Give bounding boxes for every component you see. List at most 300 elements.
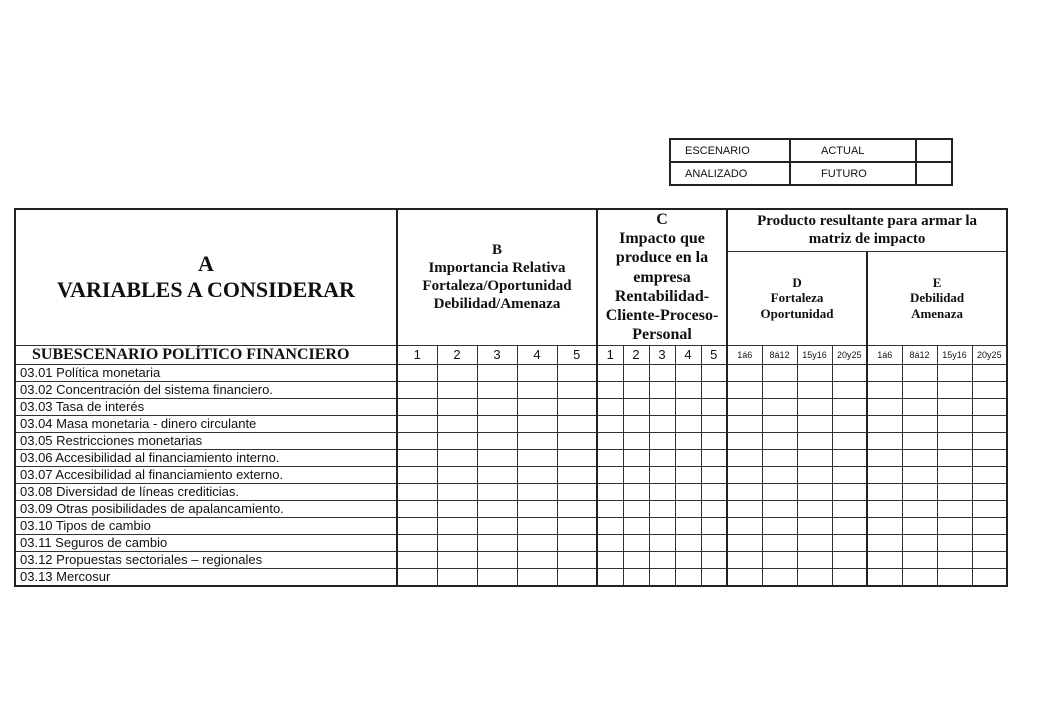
rating-cell[interactable]: [557, 415, 597, 432]
scenario-label-1: ESCENARIO: [670, 139, 790, 162]
table-row: [15, 398, 1007, 415]
scale-c-2: 2: [623, 345, 649, 364]
header-e-line1: Debilidad: [909, 290, 965, 306]
header-d: [727, 251, 867, 345]
rating-cell[interactable]: [477, 517, 517, 534]
table-row: [15, 432, 1007, 449]
rating-cell[interactable]: [797, 551, 832, 568]
rating-cell[interactable]: [649, 568, 675, 586]
header-a: [15, 209, 397, 345]
rating-cell[interactable]: [867, 568, 902, 586]
header-c-line4: Rentabilidad-: [614, 287, 710, 305]
rating-cell[interactable]: [937, 398, 972, 415]
rating-cell[interactable]: [762, 551, 797, 568]
variable-label: 03.10 Tipos de cambio: [15, 517, 397, 534]
scenario-option-futuro: FUTURO: [790, 162, 916, 185]
rating-cell[interactable]: [972, 364, 1007, 381]
rating-cell[interactable]: [972, 483, 1007, 500]
rating-cell[interactable]: [937, 432, 972, 449]
rating-cell[interactable]: [762, 534, 797, 551]
variable-label: 03.02 Concentración del sistema financiero.: [15, 381, 397, 398]
rating-cell[interactable]: [832, 381, 867, 398]
rating-cell[interactable]: [557, 466, 597, 483]
rating-cell[interactable]: [972, 381, 1007, 398]
rating-cell[interactable]: [727, 364, 762, 381]
scale-c-4: 4: [675, 345, 701, 364]
rating-cell[interactable]: [937, 551, 972, 568]
rating-cell[interactable]: [797, 534, 832, 551]
header-e: [867, 251, 1007, 345]
rating-cell[interactable]: [832, 500, 867, 517]
rating-cell[interactable]: [701, 364, 727, 381]
rating-cell[interactable]: [623, 466, 649, 483]
rating-cell[interactable]: [675, 398, 701, 415]
rating-cell[interactable]: [937, 415, 972, 432]
rating-cell[interactable]: [797, 517, 832, 534]
rating-cell[interactable]: [597, 483, 623, 500]
rating-cell[interactable]: [623, 517, 649, 534]
rating-cell[interactable]: [867, 500, 902, 517]
rating-cell[interactable]: [437, 483, 477, 500]
rating-cell[interactable]: [649, 398, 675, 415]
variable-label: 03.13 Mercosur: [15, 568, 397, 586]
rating-cell[interactable]: [437, 466, 477, 483]
rating-cell[interactable]: [623, 449, 649, 466]
rating-cell[interactable]: [797, 398, 832, 415]
rating-cell[interactable]: [557, 517, 597, 534]
rating-cell[interactable]: [762, 398, 797, 415]
rating-cell[interactable]: [517, 449, 557, 466]
rating-cell[interactable]: [557, 398, 597, 415]
rating-cell[interactable]: [477, 381, 517, 398]
rating-cell[interactable]: [675, 551, 701, 568]
rating-cell[interactable]: [623, 483, 649, 500]
rating-cell[interactable]: [762, 449, 797, 466]
rating-cell[interactable]: [597, 449, 623, 466]
variable-label: 03.04 Masa monetaria - dinero circulante: [15, 415, 397, 432]
rating-cell[interactable]: [902, 500, 937, 517]
rating-cell[interactable]: [701, 500, 727, 517]
scale-e-4: 20y25: [972, 345, 1007, 364]
rating-cell[interactable]: [832, 517, 867, 534]
rating-cell[interactable]: [867, 466, 902, 483]
rating-cell[interactable]: [623, 415, 649, 432]
rating-cell[interactable]: [701, 381, 727, 398]
table-row: [15, 500, 1007, 517]
rating-cell[interactable]: [557, 551, 597, 568]
rating-cell[interactable]: [797, 381, 832, 398]
rating-cell[interactable]: [477, 466, 517, 483]
subscenario-title: SUBESCENARIO POLÍTICO FINANCIERO: [15, 345, 397, 364]
rating-cell[interactable]: [477, 432, 517, 449]
rating-cell[interactable]: [675, 415, 701, 432]
table-row: [15, 449, 1007, 466]
rating-cell[interactable]: [557, 432, 597, 449]
rating-cell[interactable]: [972, 500, 1007, 517]
rating-cell[interactable]: [597, 432, 623, 449]
scale-b-5: 5: [557, 345, 597, 364]
header-c-letter: C: [656, 211, 668, 229]
rating-cell[interactable]: [797, 449, 832, 466]
rating-cell[interactable]: [762, 381, 797, 398]
rating-cell[interactable]: [762, 500, 797, 517]
rating-cell[interactable]: [397, 432, 437, 449]
rating-cell[interactable]: [762, 364, 797, 381]
scale-e-1: 1á6: [867, 345, 902, 364]
rating-cell[interactable]: [477, 500, 517, 517]
rating-cell[interactable]: [797, 568, 832, 586]
scale-b-2: 2: [437, 345, 477, 364]
rating-cell[interactable]: [477, 551, 517, 568]
rating-cell[interactable]: [477, 415, 517, 432]
rating-cell[interactable]: [517, 381, 557, 398]
rating-cell[interactable]: [675, 483, 701, 500]
rating-cell[interactable]: [762, 466, 797, 483]
header-c: [597, 209, 727, 345]
rating-cell[interactable]: [437, 432, 477, 449]
rating-cell[interactable]: [972, 432, 1007, 449]
rating-cell[interactable]: [437, 568, 477, 586]
rating-cell[interactable]: [727, 415, 762, 432]
rating-cell[interactable]: [597, 500, 623, 517]
rating-cell[interactable]: [867, 534, 902, 551]
rating-cell[interactable]: [397, 466, 437, 483]
rating-cell[interactable]: [867, 449, 902, 466]
rating-cell[interactable]: [623, 500, 649, 517]
table-row: [15, 415, 1007, 432]
rating-cell[interactable]: [623, 364, 649, 381]
rating-cell[interactable]: [762, 568, 797, 586]
rating-cell[interactable]: [937, 500, 972, 517]
rating-cell[interactable]: [832, 551, 867, 568]
rating-cell[interactable]: [867, 483, 902, 500]
rating-cell[interactable]: [902, 517, 937, 534]
header-a-letter: A: [198, 250, 214, 276]
rating-cell[interactable]: [397, 517, 437, 534]
rating-cell[interactable]: [397, 364, 437, 381]
rating-cell[interactable]: [701, 551, 727, 568]
rating-cell[interactable]: [649, 466, 675, 483]
rating-cell[interactable]: [867, 415, 902, 432]
rating-cell[interactable]: [972, 415, 1007, 432]
table-row: [15, 534, 1007, 551]
table-row: [15, 517, 1007, 534]
rating-cell[interactable]: [437, 500, 477, 517]
rating-cell[interactable]: [675, 364, 701, 381]
scale-b-1: 1: [397, 345, 437, 364]
rating-cell[interactable]: [902, 364, 937, 381]
table-row: [15, 466, 1007, 483]
rating-cell[interactable]: [832, 432, 867, 449]
rating-cell[interactable]: [517, 364, 557, 381]
rating-cell[interactable]: [937, 483, 972, 500]
scale-c-3: 3: [649, 345, 675, 364]
variable-label: 03.12 Propuestas sectoriales – regionales: [15, 551, 397, 568]
rating-cell[interactable]: [597, 364, 623, 381]
rating-cell[interactable]: [517, 500, 557, 517]
rating-cell[interactable]: [517, 568, 557, 586]
rating-cell[interactable]: [675, 568, 701, 586]
rating-cell[interactable]: [397, 483, 437, 500]
header-b: [397, 209, 597, 345]
rating-cell[interactable]: [675, 449, 701, 466]
variable-label: 03.03 Tasa de interés: [15, 398, 397, 415]
rating-cell[interactable]: [597, 466, 623, 483]
rating-cell[interactable]: [727, 483, 762, 500]
rating-cell[interactable]: [701, 568, 727, 586]
rating-cell[interactable]: [437, 551, 477, 568]
rating-cell[interactable]: [597, 551, 623, 568]
rating-cell[interactable]: [867, 398, 902, 415]
rating-cell[interactable]: [902, 568, 937, 586]
rating-cell[interactable]: [397, 381, 437, 398]
rating-cell[interactable]: [902, 381, 937, 398]
scenario-check-actual[interactable]: [916, 139, 952, 162]
rating-cell[interactable]: [557, 381, 597, 398]
rating-cell[interactable]: [937, 466, 972, 483]
header-c-line2: produce en la: [615, 249, 709, 267]
rating-cell[interactable]: [972, 551, 1007, 568]
rating-cell[interactable]: [517, 517, 557, 534]
rating-cell[interactable]: [675, 500, 701, 517]
rating-cell[interactable]: [937, 449, 972, 466]
rating-cell[interactable]: [727, 568, 762, 586]
rating-cell[interactable]: [397, 534, 437, 551]
rating-cell[interactable]: [477, 364, 517, 381]
rating-cell[interactable]: [867, 381, 902, 398]
rating-cell[interactable]: [972, 449, 1007, 466]
rating-cell[interactable]: [397, 568, 437, 586]
rating-cell[interactable]: [397, 449, 437, 466]
header-product-line1: Producto resultante para armar la: [757, 213, 978, 230]
scale-c-1: 1: [597, 345, 623, 364]
rating-cell[interactable]: [437, 449, 477, 466]
rating-cell[interactable]: [762, 415, 797, 432]
rating-cell[interactable]: [701, 398, 727, 415]
rating-cell[interactable]: [937, 517, 972, 534]
impact-matrix: [14, 208, 1008, 587]
rating-cell[interactable]: [675, 534, 701, 551]
rating-cell[interactable]: [902, 449, 937, 466]
variable-label: 03.08 Diversidad de líneas crediticias.: [15, 483, 397, 500]
header-b-line3: Debilidad/Amenaza: [433, 296, 561, 313]
variable-rows: [15, 364, 1007, 586]
rating-cell[interactable]: [797, 415, 832, 432]
header-product: [727, 209, 1007, 251]
rating-cell[interactable]: [832, 449, 867, 466]
rating-cell[interactable]: [597, 415, 623, 432]
scenario-box: [669, 138, 953, 186]
rating-cell[interactable]: [727, 466, 762, 483]
header-e-line2: Amenaza: [911, 305, 964, 321]
rating-cell[interactable]: [477, 568, 517, 586]
header-c-line1: Impacto que: [619, 230, 705, 248]
rating-cell[interactable]: [477, 483, 517, 500]
rating-cell[interactable]: [762, 517, 797, 534]
rating-cell[interactable]: [727, 398, 762, 415]
scenario-check-futuro[interactable]: [916, 162, 952, 185]
rating-cell[interactable]: [437, 534, 477, 551]
rating-cell[interactable]: [649, 415, 675, 432]
rating-cell[interactable]: [649, 381, 675, 398]
rating-cell[interactable]: [832, 483, 867, 500]
scale-d-3: 15y16: [797, 345, 832, 364]
rating-cell[interactable]: [397, 500, 437, 517]
rating-cell[interactable]: [902, 415, 937, 432]
rating-cell[interactable]: [623, 398, 649, 415]
rating-cell[interactable]: [517, 432, 557, 449]
rating-cell[interactable]: [649, 500, 675, 517]
rating-cell[interactable]: [867, 432, 902, 449]
rating-cell[interactable]: [623, 381, 649, 398]
rating-cell[interactable]: [649, 551, 675, 568]
rating-cell[interactable]: [437, 415, 477, 432]
variable-label: 03.07 Accesibilidad al financiamiento externo.: [15, 466, 397, 483]
rating-cell[interactable]: [649, 483, 675, 500]
rating-cell[interactable]: [727, 381, 762, 398]
scale-d-1: 1á6: [727, 345, 762, 364]
rating-cell[interactable]: [797, 466, 832, 483]
rating-cell[interactable]: [649, 364, 675, 381]
rating-cell[interactable]: [477, 534, 517, 551]
table-row: [15, 568, 1007, 586]
rating-cell[interactable]: [972, 466, 1007, 483]
rating-cell[interactable]: [517, 483, 557, 500]
variable-label: 03.06 Accesibilidad al financiamiento interno.: [15, 449, 397, 466]
rating-cell[interactable]: [557, 364, 597, 381]
rating-cell[interactable]: [972, 534, 1007, 551]
rating-cell[interactable]: [623, 551, 649, 568]
rating-cell[interactable]: [832, 398, 867, 415]
rating-cell[interactable]: [477, 449, 517, 466]
rating-cell[interactable]: [797, 500, 832, 517]
rating-cell[interactable]: [797, 483, 832, 500]
rating-cell[interactable]: [727, 500, 762, 517]
rating-cell[interactable]: [649, 432, 675, 449]
rating-cell[interactable]: [623, 432, 649, 449]
rating-cell[interactable]: [832, 568, 867, 586]
rating-cell[interactable]: [972, 568, 1007, 586]
rating-cell[interactable]: [797, 364, 832, 381]
rating-cell[interactable]: [701, 534, 727, 551]
header-b-line1: Importancia Relativa: [428, 260, 566, 277]
rating-cell[interactable]: [397, 415, 437, 432]
rating-cell[interactable]: [701, 432, 727, 449]
rating-cell[interactable]: [902, 432, 937, 449]
rating-cell[interactable]: [517, 534, 557, 551]
rating-cell[interactable]: [972, 517, 1007, 534]
rating-cell[interactable]: [701, 483, 727, 500]
rating-cell[interactable]: [727, 517, 762, 534]
rating-cell[interactable]: [727, 534, 762, 551]
rating-cell[interactable]: [762, 483, 797, 500]
rating-cell[interactable]: [902, 483, 937, 500]
scenario-label-2: ANALIZADO: [670, 162, 790, 185]
rating-cell[interactable]: [557, 449, 597, 466]
rating-cell[interactable]: [597, 568, 623, 586]
rating-cell[interactable]: [597, 534, 623, 551]
header-product-line2: matriz de impacto: [808, 231, 926, 248]
rating-cell[interactable]: [832, 534, 867, 551]
rating-cell[interactable]: [557, 483, 597, 500]
rating-cell[interactable]: [937, 568, 972, 586]
rating-cell[interactable]: [832, 364, 867, 381]
rating-cell[interactable]: [832, 415, 867, 432]
rating-cell[interactable]: [517, 551, 557, 568]
scale-d-2: 8á12: [762, 345, 797, 364]
rating-cell[interactable]: [902, 398, 937, 415]
rating-cell[interactable]: [867, 551, 902, 568]
rating-cell[interactable]: [902, 551, 937, 568]
scale-b-4: 4: [517, 345, 557, 364]
rating-cell[interactable]: [477, 398, 517, 415]
rating-cell[interactable]: [649, 517, 675, 534]
rating-cell[interactable]: [727, 449, 762, 466]
rating-cell[interactable]: [623, 568, 649, 586]
rating-cell[interactable]: [557, 534, 597, 551]
rating-cell[interactable]: [675, 466, 701, 483]
scale-b-3: 3: [477, 345, 517, 364]
rating-cell[interactable]: [557, 568, 597, 586]
rating-cell[interactable]: [701, 449, 727, 466]
rating-cell[interactable]: [517, 398, 557, 415]
rating-cell[interactable]: [902, 534, 937, 551]
header-d-letter: D: [792, 274, 802, 290]
rating-cell[interactable]: [597, 517, 623, 534]
header-e-letter: E: [932, 274, 942, 290]
rating-cell[interactable]: [649, 534, 675, 551]
rating-cell[interactable]: [867, 364, 902, 381]
rating-cell[interactable]: [649, 449, 675, 466]
rating-cell[interactable]: [937, 381, 972, 398]
rating-cell[interactable]: [701, 466, 727, 483]
rating-cell[interactable]: [797, 432, 832, 449]
rating-cell[interactable]: [397, 551, 437, 568]
rating-cell[interactable]: [675, 432, 701, 449]
rating-cell[interactable]: [762, 432, 797, 449]
rating-cell[interactable]: [597, 381, 623, 398]
rating-cell[interactable]: [557, 500, 597, 517]
scale-d-4: 20y25: [832, 345, 867, 364]
variable-label: 03.05 Restricciones monetarias: [15, 432, 397, 449]
rating-cell[interactable]: [867, 517, 902, 534]
rating-cell[interactable]: [675, 517, 701, 534]
rating-cell[interactable]: [727, 551, 762, 568]
rating-cell[interactable]: [701, 517, 727, 534]
rating-cell[interactable]: [701, 415, 727, 432]
rating-cell[interactable]: [437, 517, 477, 534]
rating-cell[interactable]: [937, 534, 972, 551]
rating-cell[interactable]: [437, 398, 477, 415]
scale-e-3: 15y16: [937, 345, 972, 364]
rating-cell[interactable]: [437, 364, 477, 381]
rating-cell[interactable]: [972, 398, 1007, 415]
rating-cell[interactable]: [437, 381, 477, 398]
variable-label: 03.11 Seguros de cambio: [15, 534, 397, 551]
rating-cell[interactable]: [937, 364, 972, 381]
rating-cell[interactable]: [517, 466, 557, 483]
rating-cell[interactable]: [675, 381, 701, 398]
rating-cell[interactable]: [623, 534, 649, 551]
rating-cell[interactable]: [902, 466, 937, 483]
rating-cell[interactable]: [517, 415, 557, 432]
rating-cell[interactable]: [727, 432, 762, 449]
table-row: [15, 364, 1007, 381]
rating-cell[interactable]: [397, 398, 437, 415]
rating-cell[interactable]: [832, 466, 867, 483]
rating-cell[interactable]: [597, 398, 623, 415]
header-d-line1: Fortaleza: [770, 290, 824, 306]
